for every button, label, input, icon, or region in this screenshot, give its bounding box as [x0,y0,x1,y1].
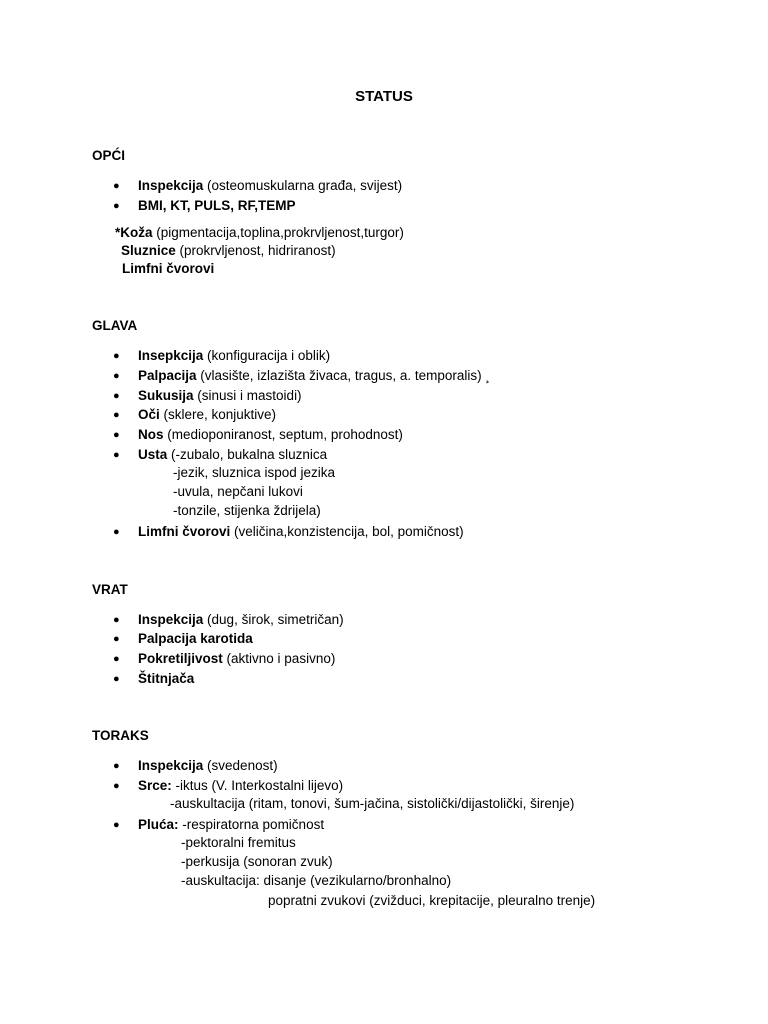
bullet-icon: ● [113,653,120,665]
note-line [122,261,214,276]
list-item [138,816,324,834]
item-term: Limfni čvorovi [138,524,231,539]
bullet-icon: ● [113,760,120,772]
list-item [138,757,278,775]
item-term: Palpacija karotida [138,631,253,646]
item-term: Inspekcija [138,758,204,773]
continuation-line: -auskultacija (ritam, tonovi, šum-jačina, sistolički/dijastolički, širenje) [170,796,575,811]
list-item [138,523,464,541]
list-item [138,777,343,795]
section-heading-glava: GLAVA [92,318,138,333]
item-term: Pluća: [138,817,179,832]
list-item [138,177,402,195]
bullet-icon: ● [113,526,120,538]
section-heading-vrat: VRAT [92,582,128,597]
continuation-line: popratni zvukovi (zvižduci, krepitacije, pleuralno trenje) [268,893,596,908]
bullet-icon: ● [113,633,120,645]
list-item [138,650,335,668]
bullet-icon: ● [113,180,120,192]
list-item [138,406,276,424]
item-term: Palpacija [138,368,197,383]
item-term: Oči [138,407,160,422]
item-detail: (veličina,konzistencija, bol, pomičnost) [230,524,464,539]
item-term: BMI, KT, PULS, RF,TEMP [138,198,296,213]
item-detail: (osteomuskularna građa, svijest) [203,178,403,193]
list-item [138,611,344,629]
note-term: Sluznice [121,243,176,258]
bullet-icon: ● [113,614,120,626]
item-detail: (dug, širok, simetričan) [203,612,344,627]
item-term: Insepkcija [138,348,204,363]
list-item [138,347,330,365]
note-line [115,225,404,240]
bullet-icon: ● [113,350,120,362]
section-heading-opci: OPĆI [92,148,126,163]
item-detail: (sinusi i mastoidi) [193,388,302,403]
continuation-line: -perkusija (sonoran zvuk) [181,854,333,869]
bullet-icon: ● [113,200,120,212]
bullet-icon: ● [113,409,120,421]
section-heading-toraks: TORAKS [92,728,149,743]
continuation-line: -tonzile, stijenka ždrijela) [173,503,321,518]
item-detail: -respiratorna pomičnost [178,817,325,832]
continuation-line: -pektoralni fremitus [181,835,296,850]
note-line [121,243,336,258]
item-term: Srce: [138,778,172,793]
note-detail: (prokrvljenost, hidriranost) [175,243,336,258]
bullet-icon: ● [113,449,120,461]
bullet-icon: ● [113,780,120,792]
note-term: Limfni čvorovi [122,261,215,276]
item-term: Nos [138,427,164,442]
bullet-icon: ● [113,390,120,402]
item-detail: (-zubalo, bukalna sluznica [167,447,328,462]
continuation-line: -uvula, nepčani lukovi [173,484,303,499]
list-item [138,426,403,444]
item-term: Inspekcija [138,178,204,193]
note-detail: (pigmentacija,toplina,prokrvljenost,turgor) [152,225,404,240]
item-detail: (konfiguracija i oblik) [203,348,331,363]
item-detail: -iktus (V. Interkostalni lijevo) [171,778,344,793]
bullet-icon: ● [113,370,120,382]
item-term: Inspekcija [138,612,204,627]
page-title: STATUS [355,88,413,105]
bullet-icon: ● [113,673,120,685]
continuation-line: -jezik, sluznica ispod jezika [173,465,336,480]
bullet-icon: ● [113,429,120,441]
bullet-icon: ● [113,819,120,831]
continuation-line: -auskultacija: disanje (vezikularno/bronhalno) [181,873,452,888]
item-detail: (aktivno i pasivno) [222,651,336,666]
list-item [138,387,302,405]
list-item [138,197,296,215]
item-detail: (vlasište, izlazišta živaca, tragus, a. temporalis) ¸ [196,368,490,383]
list-item [138,670,194,688]
item-detail: (sklere, konjuktive) [159,407,277,422]
item-detail: (medioponiranost, septum, prohodnost) [163,427,403,442]
note-term: *Koža [115,225,153,240]
list-item [138,446,327,464]
item-term: Pokretiljivost [138,651,223,666]
list-item [138,367,490,385]
item-detail: (svedenost) [203,758,278,773]
item-term: Sukusija [138,388,194,403]
item-term: Usta [138,447,168,462]
list-item [138,630,253,648]
item-term: Štitnjača [138,671,195,686]
